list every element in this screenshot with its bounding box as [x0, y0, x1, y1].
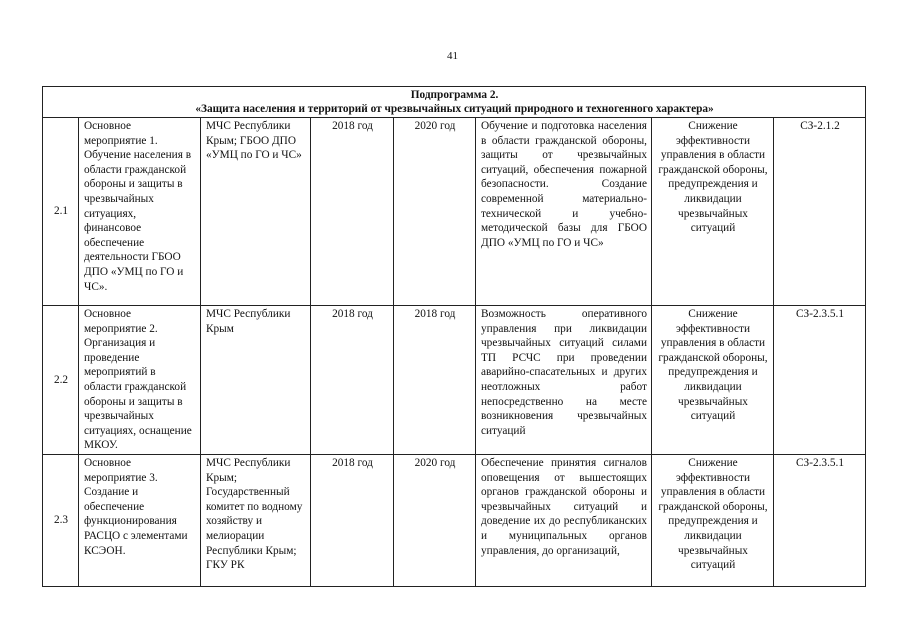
table-row: [43, 454, 866, 586]
row-number: 2.1: [43, 118, 79, 306]
executor-cell: МЧС Республики Крым; ГБОО ДПО «УМЦ по ГО и ЧС»: [201, 118, 311, 306]
subprogram-header: [43, 87, 866, 118]
activity-cell: Основное мероприятие 2. Организация и проведение мероприятий в области гражданской обороны и защиты в чрезвычайных ситуациях, оснащение МКОУ.: [79, 306, 201, 455]
result-cell: Обучение и подготовка населения в области гражданской обороны, защиты от чрезвычайных ситуаций, обеспечения пожарной безопасности. Создание современной материально-технической и учебно-методической базы для ГБОО ДПО «УМЦ по ГО и ЧС»: [476, 118, 652, 306]
end-year-cell: 2018 год: [394, 306, 476, 455]
table-row: [43, 118, 866, 306]
indicator-cell: СЗ-2.3.5.1: [774, 306, 866, 455]
page-number: 41: [447, 50, 458, 62]
subprogram-title: Подпрограмма 2.: [410, 89, 499, 101]
subprogram-header-row: [43, 87, 866, 118]
row-number: 2.2: [43, 306, 79, 455]
row-number: 2.3: [43, 454, 79, 586]
result-cell: Возможность оперативного управления при ликвидации чрезвычайных ситуаций силами ТП РСЧС при проведении аварийно-спасательных и других неотложных работ непосредственно на месте возникновения чрезвычайных ситуаций: [476, 306, 652, 455]
executor-cell: МЧС Республики Крым: [201, 306, 311, 455]
consequence-cell: Снижение эффективности управления в области гражданской обороны, предупреждения и ликвидации чрезвычайных ситуаций: [652, 118, 774, 306]
indicator-cell: СЗ-2.1.2: [774, 118, 866, 306]
subprogram-subtitle: «Защита населения и территорий от чрезвычайных ситуаций природного и техногенного характера»: [195, 103, 714, 115]
executor-cell: МЧС Республики Крым; Государственный комитет по водному хозяйству и мелиорации Республики Крым; ГКУ РК: [201, 454, 311, 586]
consequence-cell: Снижение эффективности управления в области гражданской обороны, предупреждения и ликвидации чрезвычайных ситуаций: [652, 306, 774, 455]
activity-cell: Основное мероприятие 1. Обучение населения в области гражданской обороны и защиты в чрезвычайных ситуациях, финансовое обеспечение деятельности ГБОО ДПО «УМЦ по ГО и ЧС».: [79, 118, 201, 306]
start-year-cell: 2018 год: [311, 118, 394, 306]
program-table: [42, 86, 866, 587]
consequence-cell: Снижение эффективности управления в области гражданской обороны, предупреждения и ликвидации чрезвычайных ситуаций: [652, 454, 774, 586]
activity-cell: Основное мероприятие 3. Создание и обеспечение функционирования РАСЦО с элементами КСЭОН.: [79, 454, 201, 586]
start-year-cell: 2018 год: [311, 454, 394, 586]
end-year-cell: 2020 год: [394, 454, 476, 586]
end-year-cell: 2020 год: [394, 118, 476, 306]
indicator-cell: СЗ-2.3.5.1: [774, 454, 866, 586]
start-year-cell: 2018 год: [311, 306, 394, 455]
table-row: [43, 306, 866, 455]
result-cell: Обеспечение принятия сигналов оповещения от вышестоящих органов гражданской обороны и чрезвычайных ситуаций и доведение их до республиканских и муниципальных органов управления, до организаций,: [476, 454, 652, 586]
